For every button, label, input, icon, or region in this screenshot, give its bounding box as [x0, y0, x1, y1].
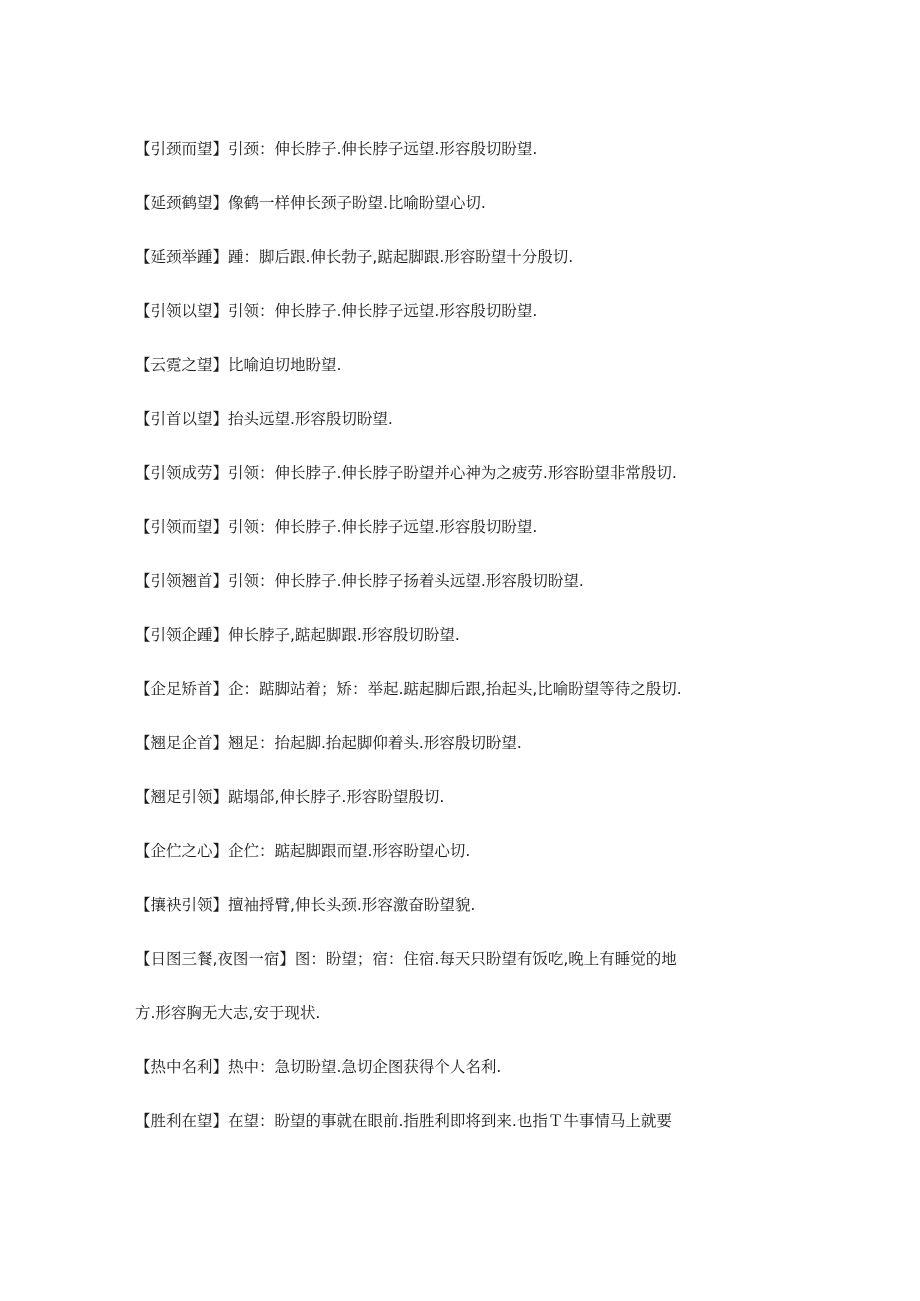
text-line-17: 方.形容胸无大志,安于现状.	[135, 1004, 321, 1022]
text-line-8: 【引领而望】引领：伸长脖子.伸长脖子远望.形容殷切盼望.	[135, 518, 538, 536]
text-line-19: 【胜利在望】在望：盼望的事就在眼前.指胜利即将到来.也指Ｔ牛事情马上就要	[135, 1112, 672, 1130]
text-line-18: 【热中名利】热中：急切盼望.急切企图获得个人名利.	[135, 1058, 502, 1076]
text-line-11: 【企足矫首】企：踮脚站着；矫：举起.踮起脚后跟,抬起头,比喻盼望等待之殷切.	[135, 680, 682, 698]
text-line-9: 【引领翘首】引领：伸长脖子.伸长脖子扬着头远望.形容殷切盼望.	[135, 572, 584, 590]
text-line-7: 【引领成劳】引领：伸长脖子.伸长脖子盼望并心神为之疲劳.形容盼望非常殷切.	[135, 464, 677, 482]
text-line-6: 【引首以望】抬头远望.形容殷切盼望.	[135, 410, 393, 428]
text-line-12: 【翘足企首】翘足：抬起脚.抬起脚仰着头.形容殷切盼望.	[135, 734, 522, 752]
text-line-5: 【云霓之望】比喻迫切地盼望.	[135, 356, 342, 374]
text-line-14: 【企伫之心】企伫：踮起脚跟而望.形容盼望心切.	[135, 842, 471, 860]
text-line-10: 【引领企踵】伸长脖子,踮起脚跟.形容殷切盼望.	[135, 626, 460, 644]
text-line-16: 【日图三餐,夜图一宿】图：盼望；宿：住宿.每天只盼望有饭吃,晚上有睡觉的地	[135, 950, 677, 968]
text-line-13: 【翘足引领】踮塌郃,伸长脖子.形容盼望殷切.	[135, 788, 445, 806]
text-line-2: 【延颈鹤望】像鹤一样伸长颈子盼望.比喻盼望心切.	[135, 194, 486, 212]
text-line-3: 【延颈举踵】踵：脚后跟.伸长勃子,踮起脚跟.形容盼望十分殷切.	[135, 248, 574, 266]
text-line-15: 【攘袂引领】擅袖捋臂,伸长头颈.形容激奋盼望貌.	[135, 896, 476, 914]
text-line-4: 【引领以望】引领：伸长脖子.伸长脖子远望.形容殷切盼望.	[135, 302, 538, 320]
document-body	[135, 122, 755, 1148]
text-line-1: 【引颈而望】引颈：伸长脖子.伸长脖子远望.形容殷切盼望.	[135, 140, 538, 158]
